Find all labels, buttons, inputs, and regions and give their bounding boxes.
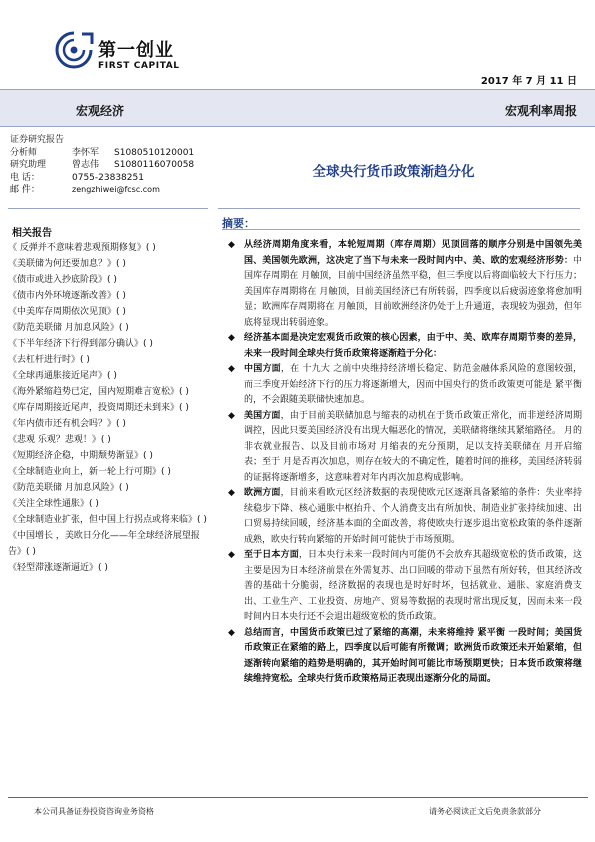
bullet-icon: ◆	[228, 364, 235, 374]
related-report-item[interactable]: 《中美库存周期依次见顶》( )	[8, 307, 126, 317]
paragraph-text: ，目前来看欧元区经济数据的表现使欧元区逐渐具备紧缩的条件：失业率持续稳步下降、核心通胀中枢抬升、个人消费支出有所加快、制造业扩张持续加速、出口贸易持续回暖，经济基本面的全面改善，将使欧央行逐步退出宽松政策的条件逐渐成熟，欧央行转向紧缩的开始时间可能快于市场预期。	[244, 488, 582, 545]
paragraph-text: ，日本央行未来一段时间内可能仍不会放弃其超级宽松的货币政策，这主要是因为日本经济前景在外需复苏、出口回暖的带动下虽然有所好转，但其经济改善的基础十分脆弱，经济数据的表现也是时好时坏，包括就业、通胀、家庭消费支出、工业生产、工业投资、房地产、贸易等数据的表现时常出现反复，因而未来一段时间内日本央行还不会退出超级宽松的货币政策。	[244, 550, 582, 622]
bullet-icon: ◆	[228, 410, 235, 421]
email-address[interactable]: zengzhiwei@fcsc.com	[72, 185, 160, 195]
abstract-paragraph	[226, 238, 582, 331]
related-report-item[interactable]: 《海外紧缩趋势已定，国内短期难言宽松》( )	[8, 387, 189, 397]
assistant-id: S1080116070058	[114, 160, 195, 171]
related-report-item[interactable]: 《美联储为何还要加息？》( )	[8, 259, 126, 269]
report-type-label: 宏观利率周报	[504, 104, 577, 118]
bullet-icon: ◆	[228, 333, 235, 343]
related-report-item[interactable]: 《短期经济企稳，中期颓势渐显》( )	[8, 451, 153, 461]
footer-qualification: 本公司具备证券投资咨询业务资格	[34, 807, 154, 816]
company-logo	[54, 30, 214, 76]
related-report-item[interactable]: 《悲观 乐观？悲观！》( )	[8, 435, 111, 445]
assistant-name: 曾志伟	[72, 160, 100, 171]
related-report-item[interactable]: 《防范美联储 月加息风险》( )	[8, 323, 129, 333]
related-report-item[interactable]: 《库存周期接近尾声，投资周期还未到来》( )	[8, 403, 189, 413]
related-reports-title: 相关报告	[12, 228, 52, 239]
related-report-item[interactable]: 《中国增长 ，美欧日分化——年全球经济展望报告》( )	[8, 531, 200, 557]
related-report-item[interactable]: 《 反弹并不意味着悲观预期修复》( )	[8, 243, 156, 253]
report-date: 2017 年 7 月 11 日	[480, 76, 577, 87]
paragraph-bold: 总结而言，中国货币政策已过了紧缩的高潮，未来将维持 紧平衡 一段时间；美国货币政策正在紧缩的路上，四季度以后可能有所微调；欧洲货币政策还未开始紧缩，但逐渐转向紧缩的趋势是明确的，其开始时间可能比市场预期更快；日本货币政策将继续维持宽松。全球央行货币政策格局正表现出逐渐分化的局面。	[244, 627, 582, 684]
footer-disclaimer: 请务必阅读正文后免责条款部分	[429, 807, 541, 816]
bullet-icon: ◆	[228, 488, 235, 498]
phone-number: 0755-23838251	[72, 172, 144, 183]
analyst-name: 李怀军	[72, 147, 100, 158]
paragraph-bold: 欧洲方面	[244, 488, 281, 498]
related-report-item[interactable]: 《债市内外环境逐渐改善》( )	[8, 291, 126, 301]
header-band	[0, 89, 595, 127]
divider	[8, 208, 208, 209]
logo-cn-text: 第一创业	[98, 40, 174, 61]
related-report-item[interactable]: 《全球再通胀接近尾声》( )	[8, 371, 117, 381]
abstract-paragraph	[226, 331, 582, 362]
related-report-item[interactable]: 《轻型滞涨逐渐逼近》( )	[8, 563, 108, 573]
paragraph-bold: 中国方面	[244, 364, 281, 374]
abstract-paragraph	[226, 362, 582, 409]
related-report-item[interactable]: 《全球制造业扩张，但中国上行拐点或将来临》( )	[8, 515, 207, 525]
abstract-label: 摘要：	[222, 217, 255, 230]
logo-en-text: FIRST CAPITAL	[98, 61, 180, 71]
category-label: 宏观经济	[76, 104, 125, 118]
abstract-body	[226, 238, 582, 688]
related-report-item[interactable]: 《防范美联储 月加息风险》( )	[8, 483, 129, 493]
related-report-item[interactable]: 《去杠杆进行时》( )	[8, 355, 90, 365]
related-report-item[interactable]: 《年内债市还有机会吗？》( )	[8, 419, 126, 429]
paragraph-bold: 经济基本面是决定宏观货币政策的核心因素，由于中、美、欧库存周期节奏的差异，未来一段时间全球央行货币政策将逐渐趋于分化：	[244, 333, 582, 359]
report-title: 全球央行货币政策渐趋分化	[312, 164, 475, 180]
analyst-id: S1080510120001	[114, 147, 195, 158]
paragraph-text: 中国库存周期在 月触顶，目前中国经济虽然平稳，但三季度以后将面临较大下行压力；美国库存周期将在 月触顶，目前美国经济已有所转弱，四季度以后疲弱迹象将愈加明显；欧洲库存周期将在 月触顶，目前欧洲经济仍处于上升通道，表现较为强劲，但年底将显现出转弱迹象。	[244, 255, 582, 328]
related-report-item[interactable]: 《关注全球性通胀》( )	[8, 499, 99, 509]
related-report-item[interactable]: 《下半年经济下行得到部分确认》( )	[8, 339, 153, 349]
abstract-paragraph	[226, 626, 582, 688]
paragraph-bold: 从经济周期角度来看，本轮短周期（库存周期）见顶回落的顺序分别是中国领先美国、美国领先欧洲，这决定了当下与未来一段时间内中、美、欧的宏观经济形势：	[244, 240, 582, 266]
footer-divider	[8, 797, 588, 798]
bullet-icon: ◆	[228, 550, 235, 560]
bullet-icon: ◆	[228, 627, 235, 638]
related-report-item[interactable]: 《全球制造业向上，新一轮上行可期》( )	[8, 467, 171, 477]
related-report-item[interactable]: 《债市或进入抄底阶段》( )	[8, 275, 117, 285]
paragraph-bold: 至于日本方面	[244, 550, 299, 560]
paragraph-text: ，由于目前美联储加息与缩表的动机在于货币政策正常化，而非逆经济周期调控，因此只要美国经济没有出现大幅恶化的情况，美联储将继续其紧缩路径。 月的非农就业报告、以及目前市场对 月缩表的充分预期，足以支持美联储在 月开启缩表；至于 月是否再次加息，则存在较大的不确定性，随着时间的推移，美国经济转弱的证据将逐渐增多，这意味着对年内再次加息构成影响。	[244, 410, 582, 483]
divider	[222, 229, 580, 230]
first-capital-logo-icon	[54, 30, 94, 72]
paragraph-bold: 美国方面	[244, 410, 281, 421]
related-reports-list	[8, 240, 210, 576]
abstract-paragraph	[226, 548, 582, 626]
abstract-paragraph	[226, 409, 582, 487]
divider	[218, 208, 580, 209]
paragraph-text: ，在 十九大 之前中央维持经济增长稳定、防范金融体系风险的意图较强，而三季度开始经济下行的压力将逐渐增大，因而中国央行的货币政策更可能是 紧平衡 的，不会跟随美联储快速加息。	[244, 364, 582, 405]
bullet-icon: ◆	[228, 240, 235, 250]
abstract-paragraph	[226, 486, 582, 548]
